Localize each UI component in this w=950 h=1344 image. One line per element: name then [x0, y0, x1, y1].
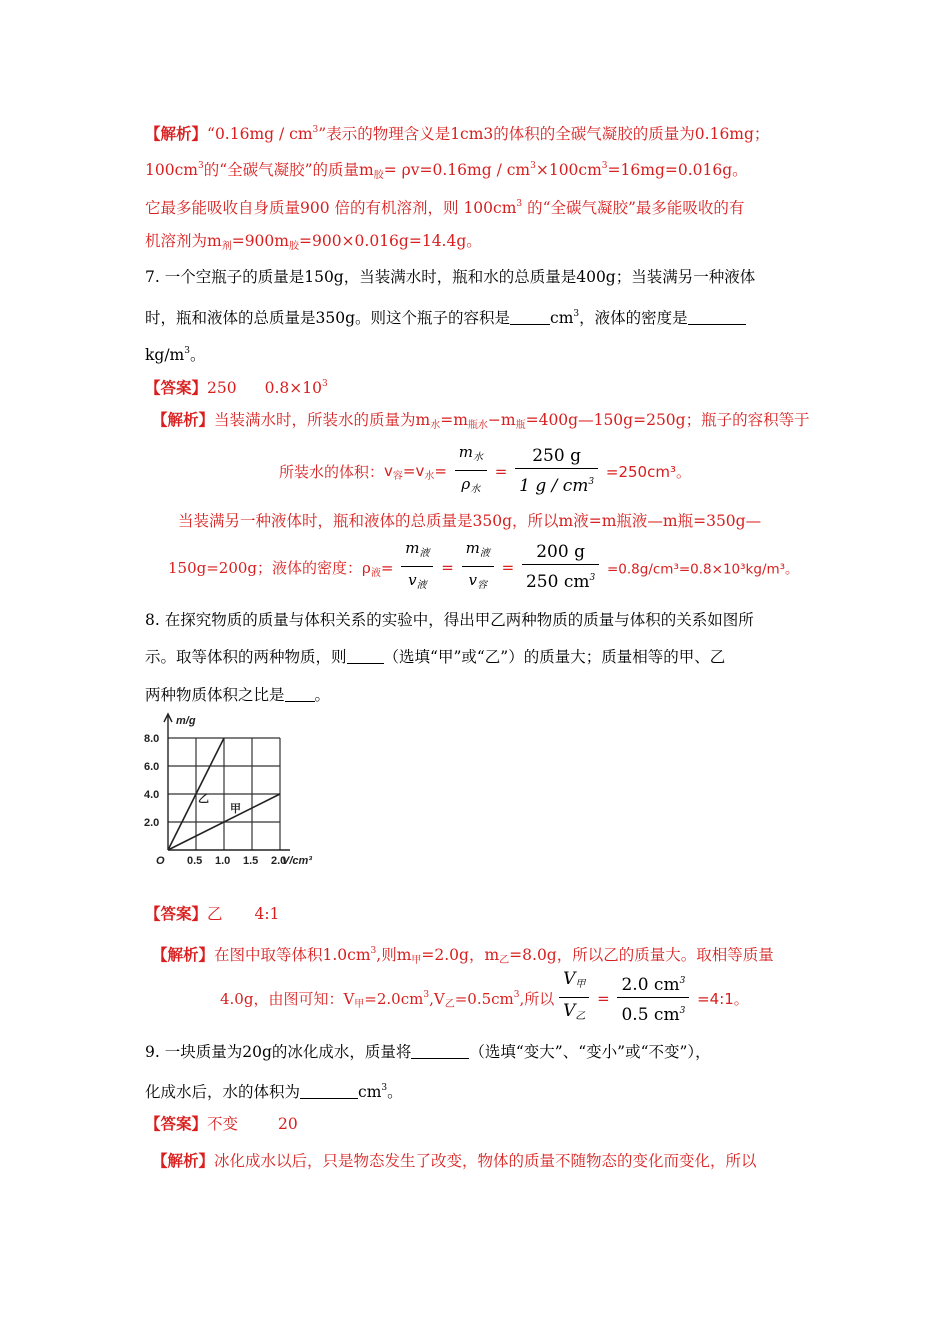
text: 。	[189, 346, 206, 364]
text: =2.0g，m	[421, 946, 500, 964]
numerator	[522, 540, 599, 565]
answer-blank	[688, 309, 746, 325]
text: （选填“变大”、“变小”或“不变”），	[469, 1043, 711, 1061]
text: =v	[402, 461, 425, 480]
text: 2.0 cm	[621, 975, 680, 995]
text: （选填“甲”或“乙”）的质量大；质量相等的甲、乙	[383, 648, 726, 666]
x-tick-label: 2.0	[271, 855, 287, 867]
text: 250 cm	[525, 572, 590, 592]
equals: =	[597, 989, 610, 1008]
fraction	[617, 969, 689, 1028]
y-tick-label: 8.0	[144, 733, 160, 745]
text: ×100cm	[535, 161, 602, 179]
text: 0.5 cm	[621, 1005, 680, 1025]
text: 1 g / cm	[519, 476, 589, 496]
text: =0.5cm	[454, 989, 514, 1008]
sup: 3	[321, 379, 328, 389]
numerator	[515, 444, 598, 469]
text: =16mg=0.016g。	[607, 161, 748, 179]
text: 乙	[207, 905, 223, 923]
sub: 乙	[499, 955, 510, 966]
x-tick-label: 0.5	[187, 855, 203, 867]
answer-blank	[300, 1083, 358, 1099]
text: =2.0cm	[364, 989, 424, 1008]
text: =m	[440, 411, 468, 429]
answer-tag: 【答案】	[145, 904, 208, 923]
text: =	[434, 461, 447, 480]
q7-answer	[145, 373, 328, 399]
answer-tag: 【答案】	[145, 1114, 208, 1133]
text: “0.16mg / cm	[207, 125, 313, 143]
text: 机溶剂为m	[145, 232, 222, 250]
text	[384, 462, 447, 480]
sub: 瓶水	[467, 420, 488, 431]
sub: 甲	[575, 979, 586, 990]
text: 150g=200g；液体的密度：ρ	[168, 558, 371, 577]
denominator	[617, 998, 689, 1028]
sub: 水	[470, 484, 481, 495]
denominator	[515, 469, 598, 499]
q9-analysis-line-1	[152, 1150, 757, 1172]
sup: 3	[601, 161, 608, 171]
sub: 水	[472, 452, 483, 463]
sub: 剂	[221, 241, 232, 252]
q7-analysis-formula-2	[168, 536, 799, 599]
text: ,V	[429, 989, 445, 1008]
text: v	[468, 571, 477, 589]
text: =8.0g，所以乙的质量大。取相等质量	[509, 946, 774, 964]
sub: 甲	[354, 998, 365, 1010]
text: ,所以	[519, 989, 555, 1008]
text: m	[405, 539, 420, 557]
text: 所装水的体积：	[279, 463, 385, 481]
text: =400g—150g=250g；瓶子的容积等于	[525, 411, 810, 429]
text: 200 g	[536, 542, 585, 562]
q8-answer	[145, 903, 279, 925]
sup: 3	[679, 976, 686, 986]
text: 的“全碳气凝胶”的质量m	[203, 161, 374, 179]
equals: =	[380, 558, 394, 577]
sub: 乙	[444, 998, 455, 1010]
q7-question-line-2	[145, 303, 746, 329]
numerator	[455, 440, 487, 471]
text: 0.8×10	[264, 379, 322, 397]
numerator	[559, 967, 589, 998]
q7-analysis-line-3	[178, 510, 761, 532]
denominator	[455, 471, 487, 503]
x-tick-label: 1.0	[215, 855, 231, 867]
equals: =	[501, 558, 515, 577]
q6-analysis-line-3	[145, 193, 744, 219]
sup: 3	[381, 1083, 388, 1093]
text: ”表示的物理含义是1cm3的体积的全碳气凝胶的质量为0.16mg；	[318, 125, 770, 143]
sub: 容	[476, 580, 487, 591]
text: 的“全碳气凝胶”最多能吸收的有	[522, 199, 745, 217]
sub: 液	[419, 548, 430, 559]
text: V	[563, 969, 576, 989]
text: 4.0g，由图可知：V	[220, 989, 355, 1008]
text: kg/m	[145, 346, 185, 364]
answer-blank	[347, 648, 384, 664]
x-axis-label: V/cm³	[282, 855, 312, 867]
text: V	[563, 1001, 576, 1021]
sup: 3	[679, 1006, 686, 1016]
chart-axes	[164, 714, 290, 850]
text: =0.8g/cm³=0.8×10³kg/m³。	[606, 561, 799, 578]
numerator	[462, 536, 494, 567]
sub: 瓶	[515, 420, 526, 431]
fraction	[559, 967, 589, 1030]
text: cm	[358, 1083, 382, 1101]
text: 100cm	[145, 161, 198, 179]
answer-blank	[510, 309, 550, 325]
chart-grid	[168, 738, 280, 850]
fraction	[522, 540, 599, 595]
q7-question-line-3	[145, 340, 205, 366]
q8-analysis-formula	[220, 967, 749, 1030]
sup: 3	[370, 946, 377, 956]
q8-question-line-1	[145, 609, 754, 631]
q6-analysis-line-2	[145, 155, 748, 187]
equals: =	[441, 558, 454, 577]
sub: 甲	[411, 955, 422, 966]
text: =4:1。	[697, 990, 749, 1008]
sup: 3	[197, 161, 204, 171]
text	[220, 990, 554, 1008]
origin-label: O	[156, 855, 165, 867]
text: 当装满水时，所装水的质量为m	[214, 411, 431, 429]
text: =900m	[231, 232, 289, 250]
text: =250cm³。	[605, 463, 691, 481]
q9-question-line-2	[145, 1077, 403, 1103]
fraction	[455, 440, 487, 503]
text: 时，瓶和液体的总质量是350g。则这个瓶子的容积是	[145, 309, 511, 327]
analysis-tag: 【解析】	[152, 410, 215, 429]
sup: 3	[588, 477, 595, 487]
text: ρ	[461, 475, 471, 493]
sub: 水	[424, 470, 435, 482]
denominator	[559, 998, 589, 1030]
text: m	[465, 539, 480, 557]
analysis-tag: 【解析】	[152, 1151, 215, 1170]
sup: 3	[184, 346, 190, 356]
answer-blank	[411, 1043, 469, 1059]
y-tick-label: 6.0	[144, 761, 160, 773]
text: 示。取等体积的两种物质，则	[145, 648, 347, 666]
y-axis-label: m/g	[176, 715, 196, 727]
fraction	[401, 536, 433, 599]
sub: 乙	[575, 1011, 586, 1022]
text: v	[384, 461, 393, 480]
series-label: 甲	[230, 803, 241, 815]
mass-volume-chart	[140, 712, 340, 872]
analysis-tag: 【解析】	[145, 124, 208, 143]
text: 当装满另一种液体时，瓶和液体的总质量是350g，所以m液=m瓶液—m瓶=350g—	[178, 512, 762, 530]
fraction	[462, 536, 494, 599]
sub: 胶	[288, 241, 299, 252]
denominator	[522, 565, 599, 595]
text: v	[408, 571, 417, 589]
text: =900×0.016g=14.4g。	[298, 232, 482, 250]
text: 不变	[207, 1115, 239, 1133]
text: 在图中取等体积1.0cm	[214, 946, 371, 964]
text: 。	[314, 686, 331, 704]
text: 9. 一块质量为20g的冰化成水，质量将	[145, 1043, 412, 1061]
q7-analysis-line-1	[152, 409, 810, 437]
text: ,则m	[376, 946, 412, 964]
sub: 胶	[373, 170, 384, 181]
sub: 液	[479, 548, 490, 559]
x-tick-label: 1.5	[243, 855, 259, 867]
sup: 3	[573, 309, 580, 319]
sub: 液	[370, 567, 381, 579]
text: 两种物质体积之比是	[145, 686, 285, 704]
text: 它最多能吸收自身质量900 倍的有机溶剂，则 100cm	[145, 199, 517, 217]
q7-analysis-formula-1	[279, 440, 691, 503]
q9-answer	[145, 1113, 298, 1135]
denominator	[462, 567, 494, 599]
sup: 3	[530, 161, 536, 171]
text: 20	[278, 1115, 298, 1133]
sup: 3	[312, 125, 319, 135]
q6-analysis-line-1	[145, 119, 769, 145]
text: 冰化成水以后，只是物态发生了改变，物体的质量不随物态的变化而变化，所以	[214, 1152, 757, 1170]
answer-blank	[285, 686, 315, 702]
sub: 水	[430, 420, 441, 431]
numerator	[617, 969, 689, 998]
text: 250 g	[532, 446, 581, 466]
text: 250	[207, 379, 237, 397]
text: m	[458, 443, 473, 461]
text: −m	[487, 411, 516, 429]
y-tick-label: 4.0	[144, 789, 160, 801]
text: = ρv=0.16mg / cm	[383, 161, 531, 179]
sup: 3	[516, 199, 523, 209]
answer-tag: 【答案】	[145, 378, 208, 397]
text: cm	[550, 309, 574, 327]
text: 。	[387, 1083, 403, 1101]
numerator	[401, 536, 433, 567]
q7-question-line-1	[145, 266, 755, 288]
text: 4:1	[254, 905, 280, 923]
text: ，液体的密度是	[579, 309, 688, 327]
series-label: 乙	[198, 793, 209, 805]
text: 8. 在探究物质的质量与体积关系的实验中，得出甲乙两种物质的质量与体积的关系如图所	[145, 611, 754, 629]
y-tick-label: 2.0	[144, 817, 160, 829]
equals: =	[494, 462, 508, 481]
text: 7. 一个空瓶子的质量是150g，当装满水时，瓶和水的总质量是400g；当装满另一种液体	[145, 268, 756, 286]
fraction	[515, 444, 598, 499]
text	[168, 559, 393, 577]
sup: 3	[589, 573, 596, 583]
sup: 3	[423, 989, 430, 1000]
q9-question-line-1	[145, 1041, 711, 1063]
q6-analysis-line-4	[145, 230, 482, 258]
sup: 3	[513, 989, 520, 1000]
q8-question-line-3	[145, 684, 330, 706]
q8-question-line-2	[145, 646, 725, 668]
denominator	[401, 567, 433, 599]
sub: 液	[416, 580, 427, 591]
analysis-tag: 【解析】	[152, 945, 215, 964]
sub: 容	[392, 470, 403, 482]
text: 化成水后，水的体积为	[145, 1083, 301, 1101]
